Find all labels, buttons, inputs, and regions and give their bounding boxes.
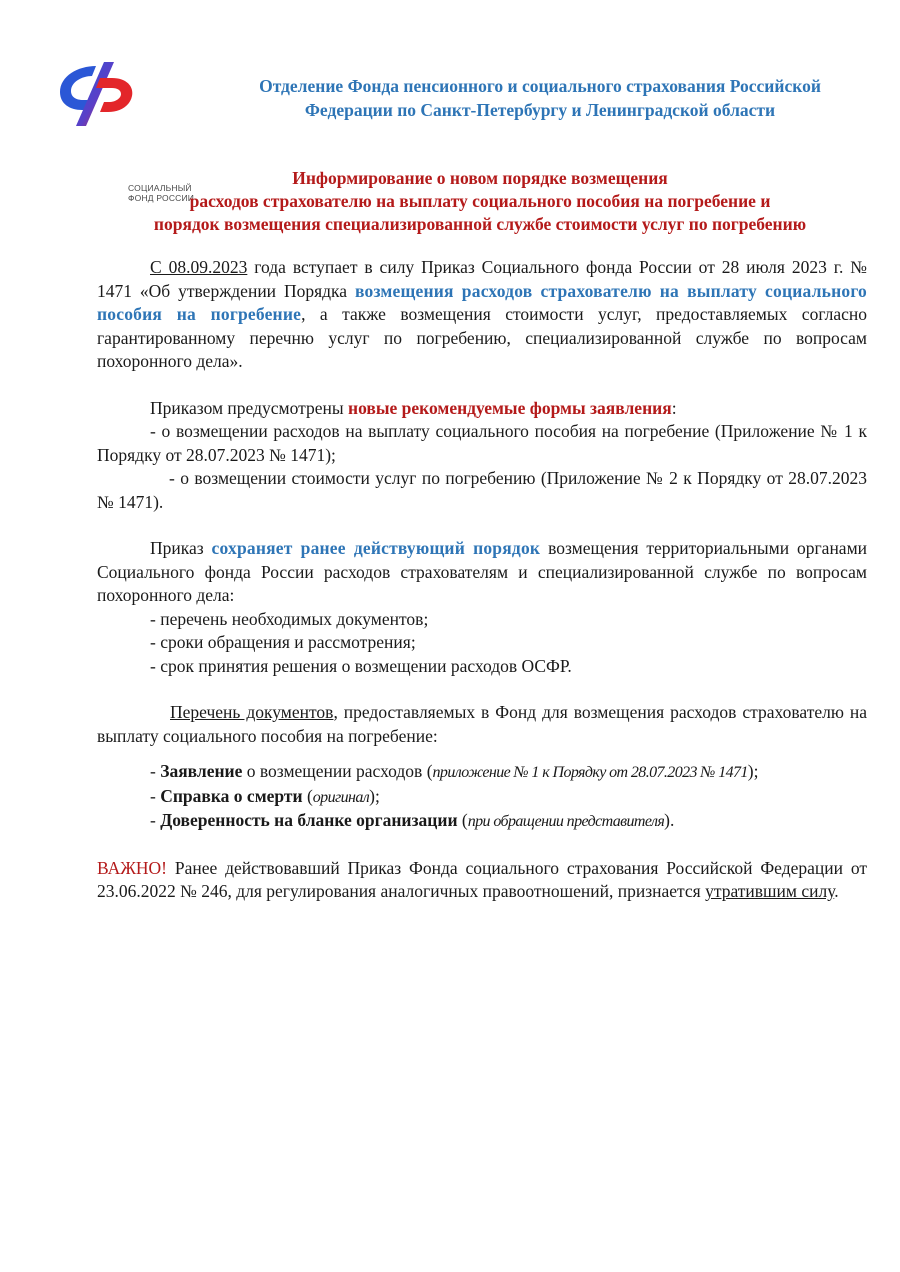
organization-header — [200, 74, 880, 122]
document-item — [97, 809, 867, 834]
paragraph-text: , а также возмещения стоимости услуг, предоставляемых согласно гарантированному перечню услуг по погребению, специализированной службе по вопросам похоронного дела». — [97, 304, 867, 371]
paragraph-important — [97, 857, 867, 904]
document-title-line2: расходов страхователю на выплату социального пособия на погребение и — [189, 191, 771, 211]
document-name: Справка о смерти — [160, 785, 303, 806]
spacer — [97, 748, 867, 760]
paragraph-text: Приказом предусмотрены — [150, 397, 348, 418]
paragraph-existing-order — [97, 537, 867, 608]
organization-header-line1: Отделение Фонда пенсионного и социального страхования Российской — [259, 76, 821, 96]
list-item: - перечень необходимых документов; — [150, 608, 429, 629]
document-title-line3: порядок возмещения специализированной службе стоимости услуг по погребению — [153, 214, 807, 234]
document-title-line1: Информирование о новом порядке возмещения — [292, 168, 668, 188]
paragraph-document-list — [97, 701, 867, 748]
social-fund-logo-icon — [56, 60, 136, 128]
paragraph-order-effective — [97, 256, 867, 374]
list-item: - срок принятия решения о возмещении расходов ОСФР. — [150, 655, 572, 676]
logo-text-line1: СОЦИАЛЬНЫЙ — [128, 183, 192, 193]
document-name: Заявление — [160, 761, 243, 781]
effective-date: С 08.09.2023 — [150, 257, 248, 277]
document-text: ); — [369, 785, 380, 806]
bullet: - — [150, 810, 161, 830]
document-text: ( — [302, 785, 313, 806]
document-list-heading: Перечень документов — [170, 702, 334, 722]
highlight-existing-order: сохраняет ранее действующий порядок — [211, 538, 541, 558]
paragraph-text: : — [671, 397, 677, 418]
document-note: оригинал — [312, 788, 370, 806]
document-note: при обращении представителя — [467, 813, 665, 830]
spacer — [97, 834, 867, 857]
document-text: ( — [457, 810, 468, 830]
paragraph-text: . — [834, 881, 839, 901]
document-text: ); — [747, 761, 759, 781]
highlight-reimbursement: возмещения расходов страхователю на выплату социального пособия на погребение — [97, 280, 867, 324]
document-text: о возмещении расходов ( — [242, 761, 433, 781]
document-item — [97, 785, 867, 810]
document-note: приложение № 1 к Порядку от 28.07.2023 № 1471 — [432, 764, 748, 781]
paragraph-text: года вступает в силу Приказ Социального фонда России от 28 июля 2023 г. № 1471 «Об утверждении Порядка — [97, 257, 867, 301]
document-name: Доверенность на бланке организации — [160, 810, 458, 830]
document-title — [60, 167, 900, 236]
spacer — [97, 678, 867, 701]
spacer — [97, 514, 867, 537]
paragraph-text: возмещения территориальными органами Социального фонда России расходов страхователям и специализированной службе по вопросам похоронного дела: — [97, 538, 868, 605]
highlight-new-forms: новые рекомендуемые формы заявления — [347, 397, 672, 418]
list-item: - о возмещении расходов на выплату социального пособия на погребение (Приложение № 1 к Порядку от 28.07.2023 № 1471); — [97, 421, 867, 465]
invalidated-text: утратившим силу — [705, 881, 835, 901]
document-body — [97, 256, 867, 904]
logo-text-line2: ФОНД РОССИИ — [128, 192, 195, 203]
list-item: - сроки обращения и рассмотрения; — [150, 632, 416, 652]
bullet: - — [150, 761, 161, 781]
paragraph-new-forms — [97, 397, 867, 421]
logo — [56, 60, 196, 203]
spacer — [97, 374, 867, 397]
list-item: - о возмещении стоимости услуг по погребению (Приложение № 2 к Порядку от 28.07.2023 № 1471). — [97, 468, 867, 512]
bullet: - — [150, 785, 161, 806]
paragraph-text: Ранее действовавший Приказ Фонда социального страхования Российской Федерации от 23.06.2022 № 246, для регулирования аналогичных правоотношений, признается — [97, 857, 867, 901]
document-item — [97, 760, 867, 785]
organization-header-line2: Федерации по Санкт-Петербургу и Ленинградской области — [304, 100, 776, 120]
important-label: ВАЖНО! — [97, 857, 167, 878]
paragraph-text: Приказ — [150, 538, 212, 558]
paragraph-text: , предоставляемых в Фонд для возмещения расходов страхователю на выплату социального пособия на погребение: — [97, 702, 868, 746]
document-text: ). — [664, 810, 675, 830]
